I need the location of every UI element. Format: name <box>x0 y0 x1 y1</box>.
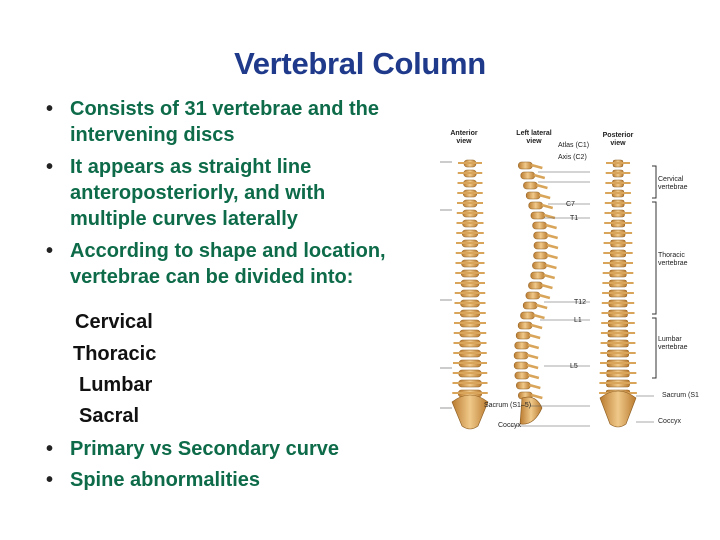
spinous-process <box>547 235 558 238</box>
posterior-spine <box>599 160 637 427</box>
vertebra-body <box>518 322 532 329</box>
spinous-process <box>527 365 538 368</box>
label-sacrum-lateral: Sacrum (S1–5) <box>484 402 532 409</box>
spinous-process <box>547 255 558 258</box>
bullet-dot-icon: • <box>46 240 54 262</box>
label-coccyx-posterior: Coccyx <box>658 418 681 425</box>
spinous-process <box>531 395 542 398</box>
bullet-item <box>44 154 400 232</box>
sacrum-posterior <box>600 391 636 427</box>
vertebra-body <box>516 382 530 389</box>
anterior-spine <box>452 160 488 429</box>
spinous-process <box>528 345 539 348</box>
lateral-spine <box>514 162 558 424</box>
vertebra-body <box>526 292 540 299</box>
label-t1: T1 <box>570 215 579 222</box>
spinous-process <box>529 335 540 338</box>
vertebra-body <box>518 162 532 169</box>
sacrum-anterior <box>452 395 488 429</box>
bullet-dot-icon: • <box>46 156 54 178</box>
spinous-process <box>539 195 550 198</box>
vertebra-body <box>521 312 535 319</box>
label-cervical-vertebrae: Cervical vertebrae <box>658 176 688 191</box>
label-c7: C7 <box>566 201 575 208</box>
vertebra-body <box>534 242 548 249</box>
bullet-text: Primary vs Secondary curve <box>70 438 340 460</box>
bullet-text: It appears as straight line anteroposteriorly, and with multiple curves laterally <box>70 156 326 230</box>
vertebra-body <box>528 282 542 289</box>
spinous-process <box>528 375 539 378</box>
header-posterior-view: Posterior view <box>602 132 634 147</box>
region-cervical: Cervical <box>75 311 153 333</box>
spinous-process <box>544 275 555 278</box>
bullet-dot-icon: • <box>46 438 54 460</box>
bullet-item <box>44 436 444 462</box>
label-lumbar-vertebrae: Lumbar vertebrae <box>658 336 688 351</box>
vertebra-body <box>534 232 548 239</box>
vertebra-body <box>523 302 537 309</box>
bullet-dot-icon: • <box>46 469 54 491</box>
spinous-process <box>534 175 545 178</box>
vertebra-body <box>534 252 548 259</box>
label-sacrum-posterior: Sacrum (S1 <box>662 392 699 399</box>
label-atlas: Atlas (C1) <box>558 142 590 149</box>
region-thoracic: Thoracic <box>73 343 157 365</box>
vertebra-body <box>515 342 529 349</box>
spinous-process <box>534 315 545 318</box>
spinous-process <box>541 285 552 288</box>
vertebra-body <box>514 362 528 369</box>
header-anterior-view: Anterior view <box>450 130 478 145</box>
bullet-item <box>44 467 444 493</box>
spinous-process <box>544 215 555 218</box>
label-l1: L1 <box>574 317 582 324</box>
region-brackets <box>652 166 656 378</box>
bullet-dot-icon: • <box>46 98 54 120</box>
vertebra-body <box>532 262 546 269</box>
vertebra-body <box>531 212 545 219</box>
label-l5: L5 <box>570 363 578 370</box>
spinous-process <box>536 305 547 308</box>
spinous-process <box>527 355 538 358</box>
spinous-process <box>536 185 547 188</box>
spinous-process <box>529 385 540 388</box>
vertebra-body <box>521 172 535 179</box>
region-sacral: Sacral <box>79 405 140 427</box>
spinous-process <box>547 245 558 248</box>
vertebra-body <box>531 272 545 279</box>
vertebra-body <box>516 332 530 339</box>
region-lumbar: Lumbar <box>79 374 153 396</box>
label-axis: Axis (C2) <box>558 154 587 161</box>
slide-title: Vertebral Column <box>234 46 486 81</box>
bullet-text: Spine abnormalities <box>70 469 261 491</box>
bullet-item <box>44 238 440 290</box>
label-t12: T12 <box>574 299 587 306</box>
spinous-process <box>546 225 557 228</box>
vertebra-body <box>533 222 547 229</box>
vertebra-body <box>523 182 537 189</box>
vertebra-body <box>529 202 543 209</box>
bullet-item <box>44 96 430 148</box>
label-thoracic-vertebrae: Thoracic vertebrae <box>658 252 688 267</box>
spine-illustration <box>440 126 720 438</box>
label-coccyx-lateral: Coccyx <box>498 422 521 429</box>
spinous-process <box>531 165 542 168</box>
spinous-process <box>531 325 542 328</box>
spinous-process <box>542 205 553 208</box>
bullet-list-secondary <box>44 436 444 498</box>
bullet-text: Consists of 31 vertebrae and the intervening discs <box>70 98 379 146</box>
bullet-list <box>44 96 444 296</box>
spinous-process <box>545 265 556 268</box>
vertebra-body <box>526 192 540 199</box>
header-lateral-view: Left lateral view <box>516 130 552 145</box>
spinous-process <box>539 295 550 298</box>
bullet-text: According to shape and location, vertebrae can be divided into: <box>70 240 386 288</box>
vertebra-body <box>515 372 529 379</box>
vertebra-body <box>514 352 528 359</box>
